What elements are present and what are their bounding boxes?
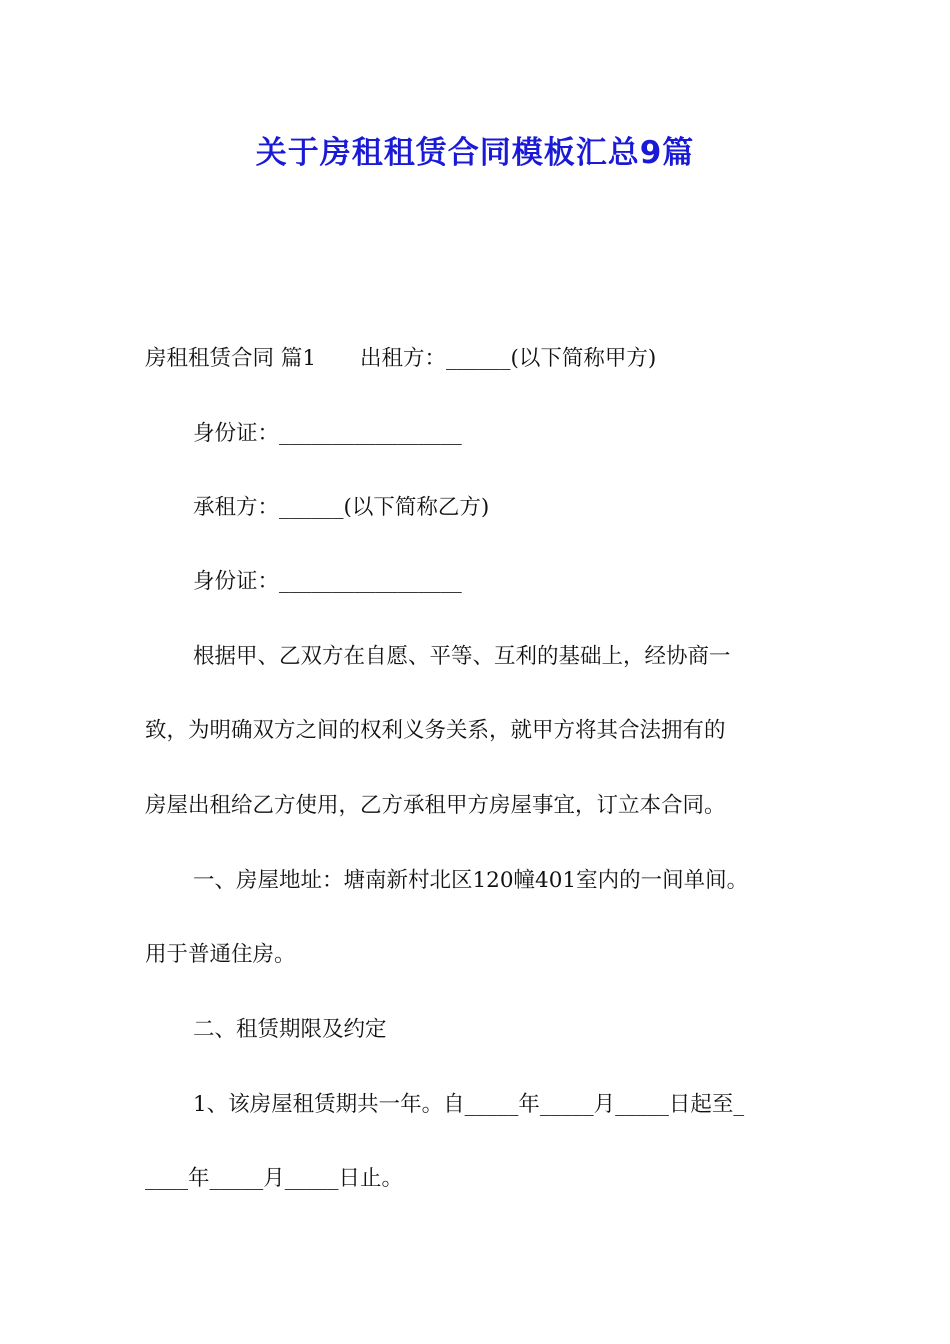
paragraph-line: 1、该房屋租赁期共一年。自_____年_____月_____日起至_ [193,1092,745,1117]
contract-section-heading: 房租租赁合同 篇1 [145,346,317,371]
paragraph-line: 房屋出租给乙方使用，乙方承租甲方房屋事宜，订立本合同。 [145,793,726,818]
lessor-id-field: 身份证：_________________ [193,421,462,446]
lessor-field: 出租方：______(以下简称甲方) [360,346,657,371]
paragraph-line: 致，为明确双方之间的权利义务关系，就甲方将其合法拥有的 [145,718,726,743]
paragraph-line: 一、房屋地址：塘南新村北区120幢401室内的一间单间。 [193,868,749,893]
lessee-id-field: 身份证：_________________ [193,569,462,594]
paragraph-line: ____年_____月_____日止。 [145,1166,404,1191]
lessee-field: 承租方：______(以下简称乙方) [193,495,490,520]
section-heading-line [145,344,845,374]
section-heading: 二、租赁期限及约定 [193,1017,387,1042]
document-title: 关于房租租赁合同模板汇总9篇 [255,135,695,171]
paragraph-line: 根据甲、乙双方在自愿、平等、互利的基础上，经协商一 [193,644,731,669]
paragraph-line: 用于普通住房。 [145,942,296,967]
